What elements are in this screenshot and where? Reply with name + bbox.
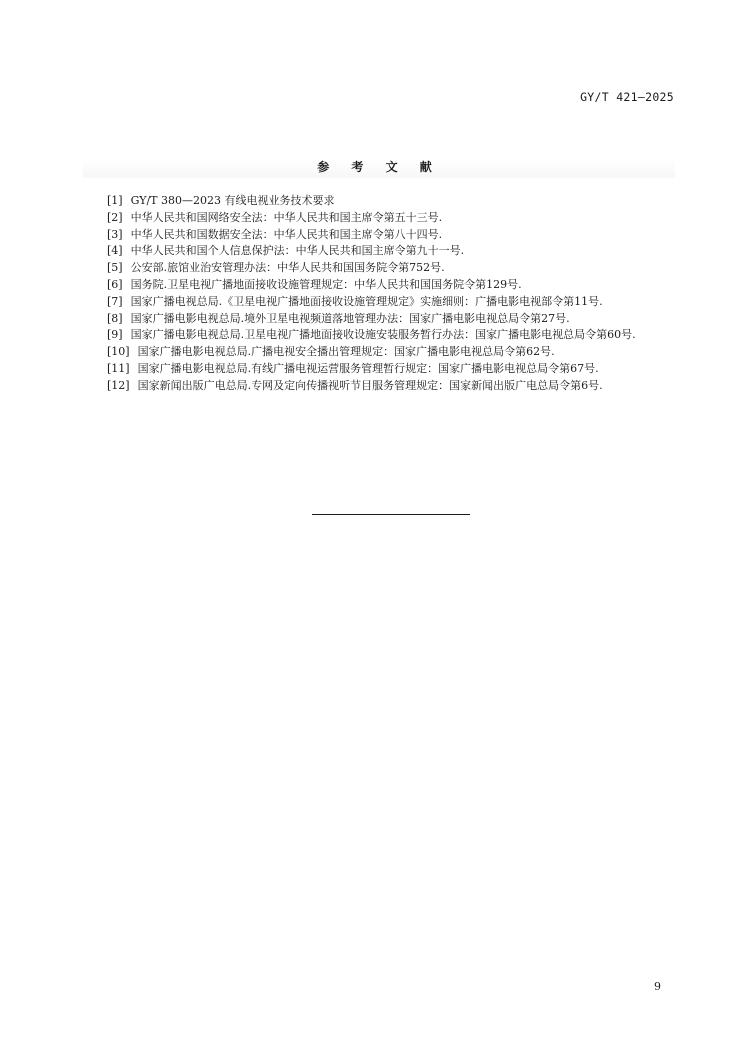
end-divider (312, 514, 470, 515)
reference-item (83, 277, 675, 294)
reference-text: GY/T 380—2023 有线电视业务技术要求 (130, 194, 335, 207)
reference-text: 中华人民共和国数据安全法：中华人民共和国主席令第八十四号. (130, 227, 443, 241)
reference-number: [3] (107, 227, 123, 241)
reference-number: [12] (107, 378, 130, 392)
standard-code: GY/T 421—2025 (580, 90, 674, 104)
reference-item (83, 344, 675, 361)
reference-item (83, 327, 675, 344)
reference-number: [10] (107, 345, 130, 359)
reference-text: 国务院.卫星电视广播地面接收设施管理规定：中华人民共和国国务院令第129号. (130, 277, 522, 291)
reference-item (83, 311, 675, 328)
section-title: 参 考 文 献 (83, 158, 675, 178)
reference-number: [4] (107, 244, 123, 258)
reference-text: 中华人民共和国个人信息保护法：中华人民共和国主席令第九十一号. (130, 244, 465, 258)
reference-number: [9] (107, 328, 123, 342)
reference-number: [6] (107, 277, 123, 291)
reference-text: 国家广播电视总局.《卫星电视广播地面接收设施管理规定》实施细则：广播电影电视部令第11号. (130, 294, 603, 308)
page-number: 9 (654, 980, 661, 993)
reference-number: [8] (107, 311, 123, 325)
reference-text: 中华人民共和国网络安全法：中华人民共和国主席令第五十三号. (130, 210, 443, 224)
reference-item (83, 294, 675, 311)
reference-text: 公安部.旅馆业治安管理办法：中华人民共和国国务院令第752号. (130, 261, 445, 275)
reference-item (83, 260, 675, 277)
reference-text: 国家新闻出版广电总局.专网及定向传播视听节目服务管理规定：国家新闻出版广电总局令第6号. (137, 378, 603, 392)
reference-number: [7] (107, 294, 123, 308)
reference-item (83, 361, 675, 378)
reference-text: 国家广播电影电视总局.广播电视安全播出管理规定：国家广播电影电视总局令第62号. (137, 345, 555, 359)
reference-text: 国家广播电影电视总局.有线广播电视运营服务管理暂行规定：国家广播电影电视总局令第67号. (137, 361, 599, 375)
reference-item (83, 227, 675, 244)
reference-text: 国家广播电影电视总局.境外卫星电视频道落地管理办法：国家广播电影电视总局令第27号. (130, 311, 570, 325)
reference-number: [11] (107, 361, 130, 375)
reference-number: [2] (107, 210, 123, 224)
reference-number: [5] (107, 261, 123, 275)
reference-list (83, 193, 675, 395)
reference-item (83, 378, 675, 395)
reference-text: 国家广播电影电视总局.卫星电视广播地面接收设施安装服务暂行办法：国家广播电影电视总局令第60号. (130, 328, 636, 342)
reference-item (83, 243, 675, 260)
reference-item (83, 193, 675, 210)
reference-item (83, 210, 675, 227)
reference-number: [1] (107, 194, 123, 207)
